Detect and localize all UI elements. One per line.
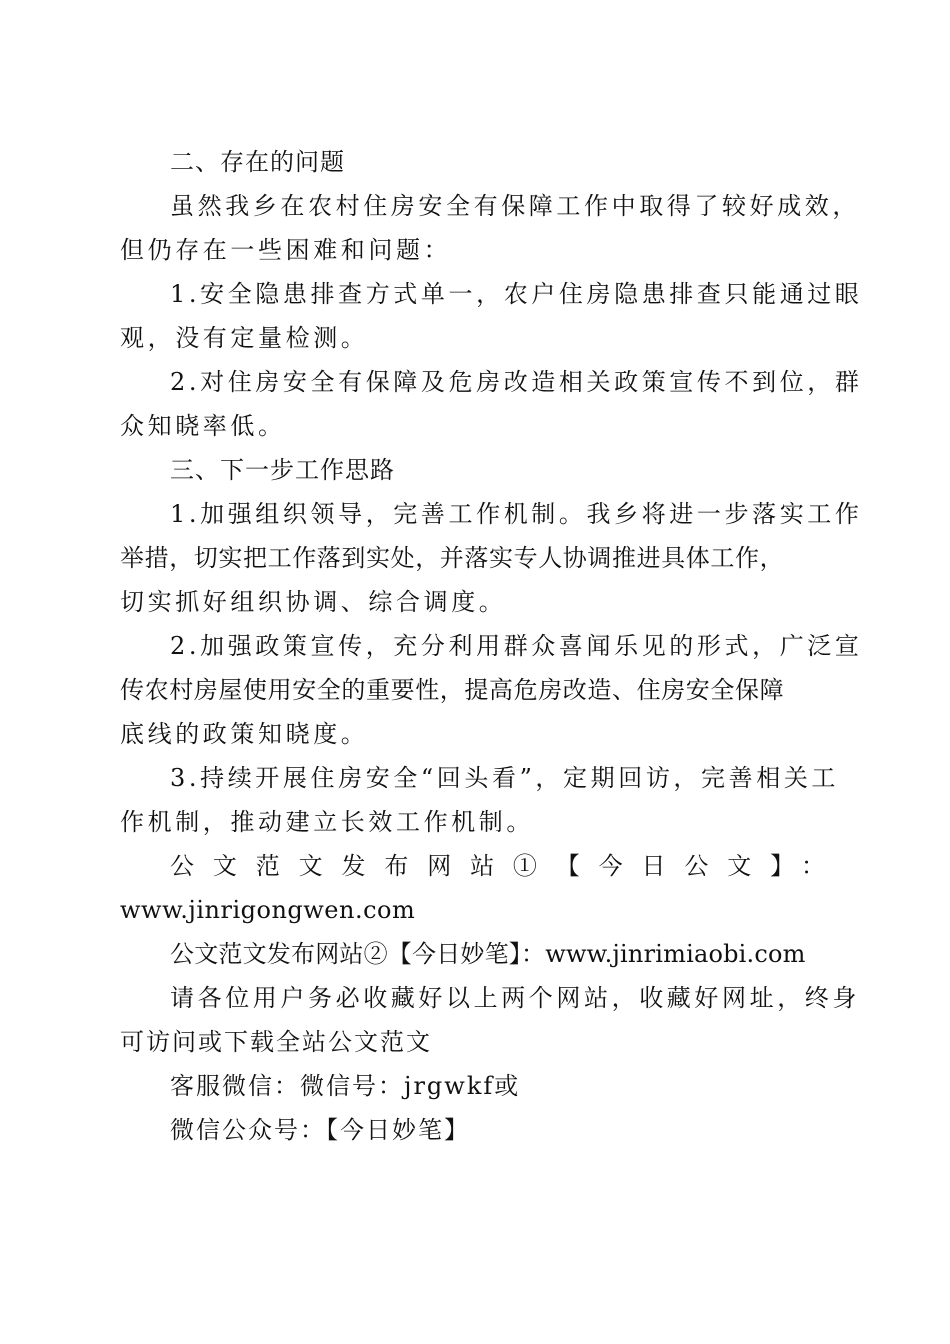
footer-site-1 (120, 844, 825, 932)
site-1-url[interactable]: www.jinrigongwen.com (120, 896, 416, 924)
paragraph-step-3 (120, 756, 840, 844)
text-line: 传农村房屋使用安全的重要性，提高危房改造、住房安全保障 (120, 676, 785, 704)
text-line: 1.加强组织领导，完善工作机制。我乡将进一步落实工作 (170, 500, 863, 528)
text-line: 1.安全隐患排查方式单一，农户住房隐患排查只能通过眼 (170, 280, 863, 308)
text-line: 2.加强政策宣传，充分利用群众喜闻乐见的形式，广泛宣 (170, 632, 863, 660)
text-line: 可访问或下载全站公文范文 (120, 1028, 432, 1056)
text-line: 众知晓率低。 (120, 412, 286, 440)
section-heading-problems: 二、存在的问题 (170, 148, 345, 176)
text-line: 虽然我乡在农村住房安全有保障工作中取得了较好成效， (170, 192, 860, 220)
paragraph-intro (120, 184, 860, 272)
text-line: 举措，切实把工作落到实处，并落实专人协调推进具体工作， (120, 544, 785, 572)
text-line: 底线的政策知晓度。 (120, 720, 369, 748)
section-heading-next-steps: 三、下一步工作思路 (170, 456, 395, 484)
site-1-label: 公文范文发布网站①【今日公文】： (170, 852, 825, 880)
document-body (120, 140, 863, 1152)
text-line: 观，没有定量检测。 (120, 324, 369, 352)
text-line: 作机制，推动建立长效工作机制。 (120, 808, 534, 836)
text-line: 3.持续开展住房安全“回头看”，定期回访，完善相关工 (170, 764, 840, 792)
text-line: 请各位用户务必收藏好以上两个网站，收藏好网址，终身 (170, 984, 860, 1012)
text-line: 2.对住房安全有保障及危房改造相关政策宣传不到位，群 (170, 368, 863, 396)
footer-notice (120, 976, 860, 1064)
footer-official-account: 微信公众号：【今日妙笔】 (170, 1116, 470, 1144)
text-line: 切实抓好组织协调、综合调度。 (120, 588, 507, 616)
paragraph-problem-1 (120, 272, 863, 360)
paragraph-step-1 (120, 492, 863, 624)
footer-site-2[interactable]: 公文范文发布网站②【今日妙笔】：www.jinrimiaobi.com (170, 940, 806, 968)
paragraph-problem-2 (120, 360, 863, 448)
text-line: 但仍存在一些困难和问题： (120, 236, 452, 264)
footer-service-wechat: 客服微信：微信号：jrgwkf或 (170, 1072, 521, 1100)
paragraph-step-2 (120, 624, 863, 756)
